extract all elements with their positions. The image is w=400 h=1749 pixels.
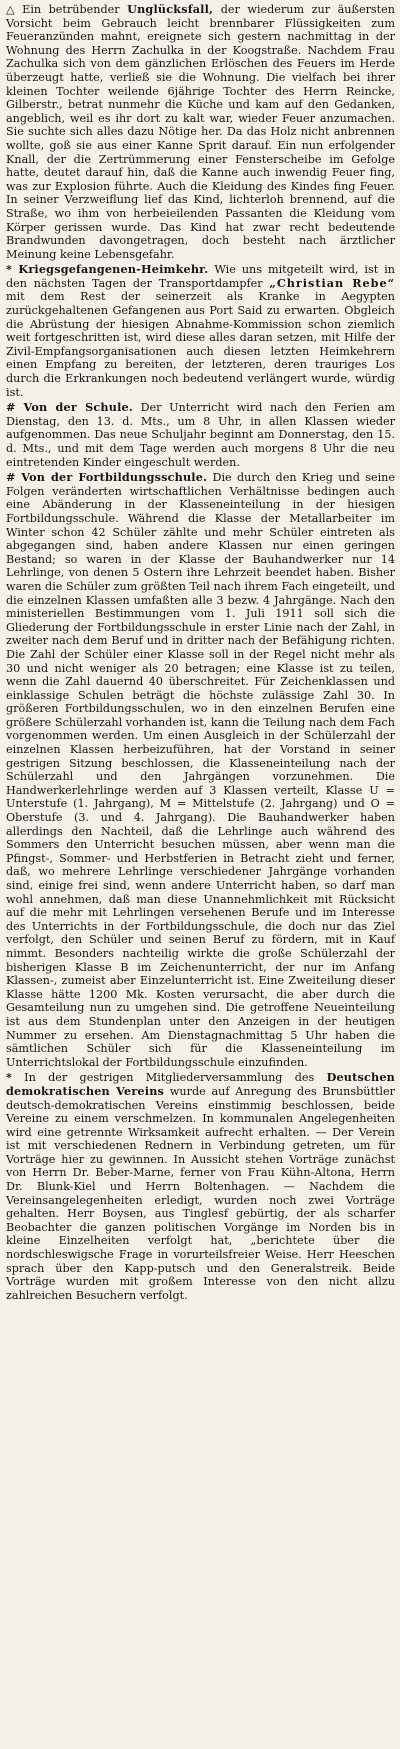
article-text: Ein betrübender: [14, 3, 128, 16]
article-2: [6, 263, 395, 399]
article-heading: Von der Schule.: [15, 400, 133, 415]
article-heading: Deutschen demokratischen Vereins: [6, 1070, 395, 1098]
article-marker: #: [6, 400, 16, 415]
article-4: [6, 471, 395, 1069]
article-text: mit dem Rest der seinerzeit als Kranke in Aegypten zurückgehaltenen Gefangenen aus Port Said zu erwarten. Obgleich die Abrüstung der hiesigen Abnahme-Kommission schon ziemlich weit fortgeschritten ist, wird diese alles daran setzen, mit Hilfe der Zivil-Empfangsorganisationen auch diesen letzten Heimkehrern einen Empfang zu bereiten, der letzteren, deren trauriges Los durch die Erkrankungen noch bedeutend verlängert wurde, würdig ist.: [6, 290, 395, 399]
article-text: wurde auf Anregung des Brunsbüttler deutsch-demokratischen Vereins einstimmig beschlossen, beide Vereine zu einem verschmelzen. In kommunalen Angelegenheiten wird eine getrennte Wirksamkeit aufrecht erhalten. — Der Verein ist mit verschiedenen Rednern in Verbindung getreten, um für Vorträge hier zu gewinnen. In Aussicht stehen Vorträge zunächst von Herrn Dr. Beber-Marne, ferner von Frau Kühn-Altona, Herrn Dr. Blunk-Kiel und Herrn Boltenhagen. — Nachdem die Vereinsangelegenheiten erledigt, wurden noch zwei Vorträge gehalten. Herr Boysen, aus Tinglesf gebürtig, der als scharfer Beobachter die ganzen politischen Vorgänge im Norden bis in kleine Einzelheiten verfolgt hat, „berichtete über die nordschleswigsche Frage in vorurteilsfreier Weise. Herr Heeschen sprach über den Kapp-putsch und den Generalstreik. Beide Vorträge wurden mit großem Interesse von den nicht allzu zahlreichen Besuchern verfolgt.: [6, 1084, 395, 1302]
article-text: Wie uns mitgeteilt wird, ist in den nächsten Tagen der Transportdampfer: [6, 263, 395, 290]
article-marker: #: [6, 470, 16, 485]
article-text: der wiederum zur äußersten Vorsicht beim Gebrauch leicht brennbarer Flüssigkeiten zum Feueranzünden mahnt, ereignete sich gestern nachmittag in der Wohnung des Herrn Zachulka in der Koogstraße. Nachdem Frau Zachulka sich von dem gänzlichen Erlöschen des Feuers im Herde überzeugt hatte, verließ sie die Wohnung. Die vielfach bei ihrer kleinen Tochter weilende 6jährige Tochter des Herrn Reincke, Gilberstr., betrat nunmehr die Küche und kam auf den Gedanken, angeblich, weil es ihr dort zu kalt war, wieder Feuer anzumachen. Sie suchte sich alles dazu Nötige her. Da das Holz nicht anbrennen wollte, goß sie aus einer Kanne Sprit darauf. Ein nun erfolgender Knall, der die Zertrümmerung einer Fensterscheibe im Gefolge hatte, deutet darauf hin, daß die Kanne auch inwendig Feuer fing, was zur Explosion führte. Auch die Kleidung des Kindes fing Feuer. In seiner Verzweiflung lief das Kind, lichterloh brennend, auf die Straße, wo ihm von herbeieilenden Passanten die Kleidung vom Körper gerissen wurde. Das Kind hat zwar recht bedeutende Brandwunden davongetragen, doch besteht nach ärztlicher Meinung keine Lebensgefahr.: [6, 3, 395, 261]
article-marker: △: [6, 2, 15, 16]
article-text: In der gestrigen Mitgliederversammlung des: [11, 1071, 327, 1085]
article-heading: Von der Fortbildungsschule.: [15, 470, 208, 485]
article-5: [6, 1071, 395, 1302]
article-text: Der Unterricht wird nach den Ferien am Dienstag, den 13. d. Mts., um 8 Uhr, in allen Klassen wieder aufgenommen. Das neue Schuljahr beginnt am Donnerstag, den 15. d. Mts., und mit dem Tage werden auch morgens 8 Uhr die neu eintretenden Kinder eingeschult werden.: [6, 401, 396, 469]
article-3: [6, 401, 395, 469]
article-heading: Unglücksfall,: [127, 2, 214, 16]
article-marker: *: [6, 1070, 12, 1085]
article-text: Die durch den Krieg und seine Folgen veränderten wirtschaftlichen Verhältnisse bedingen auch eine Abänderung in der Klasseneinteilung in der hiesigen Fortbildungsschule. Während die Klasse der Metallarbeiter im Winter schon 42 Schüler zählte und mehr Schüler eintreten als abgegangen sind, haben andere Klassen nur einen geringen Bestand; so waren in der Klasse der Bauhandwerker nur 14 Lehrlinge, von denen 5 Ostern ihre Lehrzeit beendet haben. Bisher waren die Schüler zum größten Teil nach ihrem Fach eingeteilt, und die einzelnen Klassen umfaßten alle 3 bezw. 4 Jahrgänge. Nach den ministeriellen Bestimmungen vom 1. Juli 1911 soll sich die Gliederung der Fortbildungsschule in erster Linie nach der Zahl, in zweiter nach dem Beruf und in dritter nach der Befähigung richten. Die Zahl der Schüler einer Klasse soll in der Regel nicht mehr als 30 und nicht weniger als 20 betragen; eine Klasse ist zu teilen, wenn die Zahl dauernd 40 überschreitet. Für Zeichenklassen und einklassige Schulen beträgt die höchste zulässige Zahl 30. In größeren Fortbildungsschulen, wo in den einzelnen Berufen eine größere Schülerzahl vorhanden ist, kann die Teilung nach dem Fach vorgenommen werden. Um einen Ausgleich in der Schülerzahl der einzelnen Klassen herbeizuführen, hat der Vorstand in seiner gestrigen Sitzung beschlossen, die Klasseneinteilung nach der Schülerzahl und den Jahrgängen vorzunehmen. Die Handwerkerlehrlinge werden auf 3 Klassen verteilt, Klasse U = Unterstufe (1. Jahrgang), M = Mittelstufe (2. Jahrgang) und O = Oberstufe (3. und 4. Jahrgang). Die Bauhandwerker haben allerdings den Nachteil, daß die Lehrlinge auch während des Sommers den Unterricht besuchen müssen, aber wenn man die Pfingst-, Sommer- und Herbstferien in Betracht zieht und ferner, daß, wo mehrere Lehrlinge verschiedener Jahrgänge vorhanden sind, einige frei sind, wenn andere Unterricht haben, so darf man wohl annehmen, daß man diese Unannehmlichkeit mit Rücksicht auf die mehr mit Lehrlingen versehenen Berufe und im Interesse des Unterrichts in der Fortbildungsschule, die doch nur das Ziel verfolgt, den Schüler und seinen Beruf zu fördern, mit in Kauf nimmt. Besonders nachteilig wirkte die große Schülerzahl der bisherigen Klasse B im Zeichenunterricht, der nur im Anfang Klassen-, zumeist aber Einzelunterricht ist. Eine Zweiteilung dieser Klasse hätte 1200 Mk. Kosten verursacht, die aber durch die Gesamteilung nun zu umgehen sind. Die getroffene Neueinteilung ist aus dem Stundenplan unter den Anzeigen in der heutigen Nummer zu ersehen. Am Dienstagnachmittag 5 Uhr haben die sämtlichen Schüler sich für die Klasseneinteilung im Unterrichtslokal der Fortbildungsschule einzufinden.: [6, 471, 395, 1069]
article-heading: Kriegsgefangenen-Heimkehr.: [11, 262, 209, 277]
article-heading: „Christian Rebe“: [269, 275, 396, 290]
article-1: [6, 3, 395, 261]
article-marker: *: [6, 262, 12, 277]
